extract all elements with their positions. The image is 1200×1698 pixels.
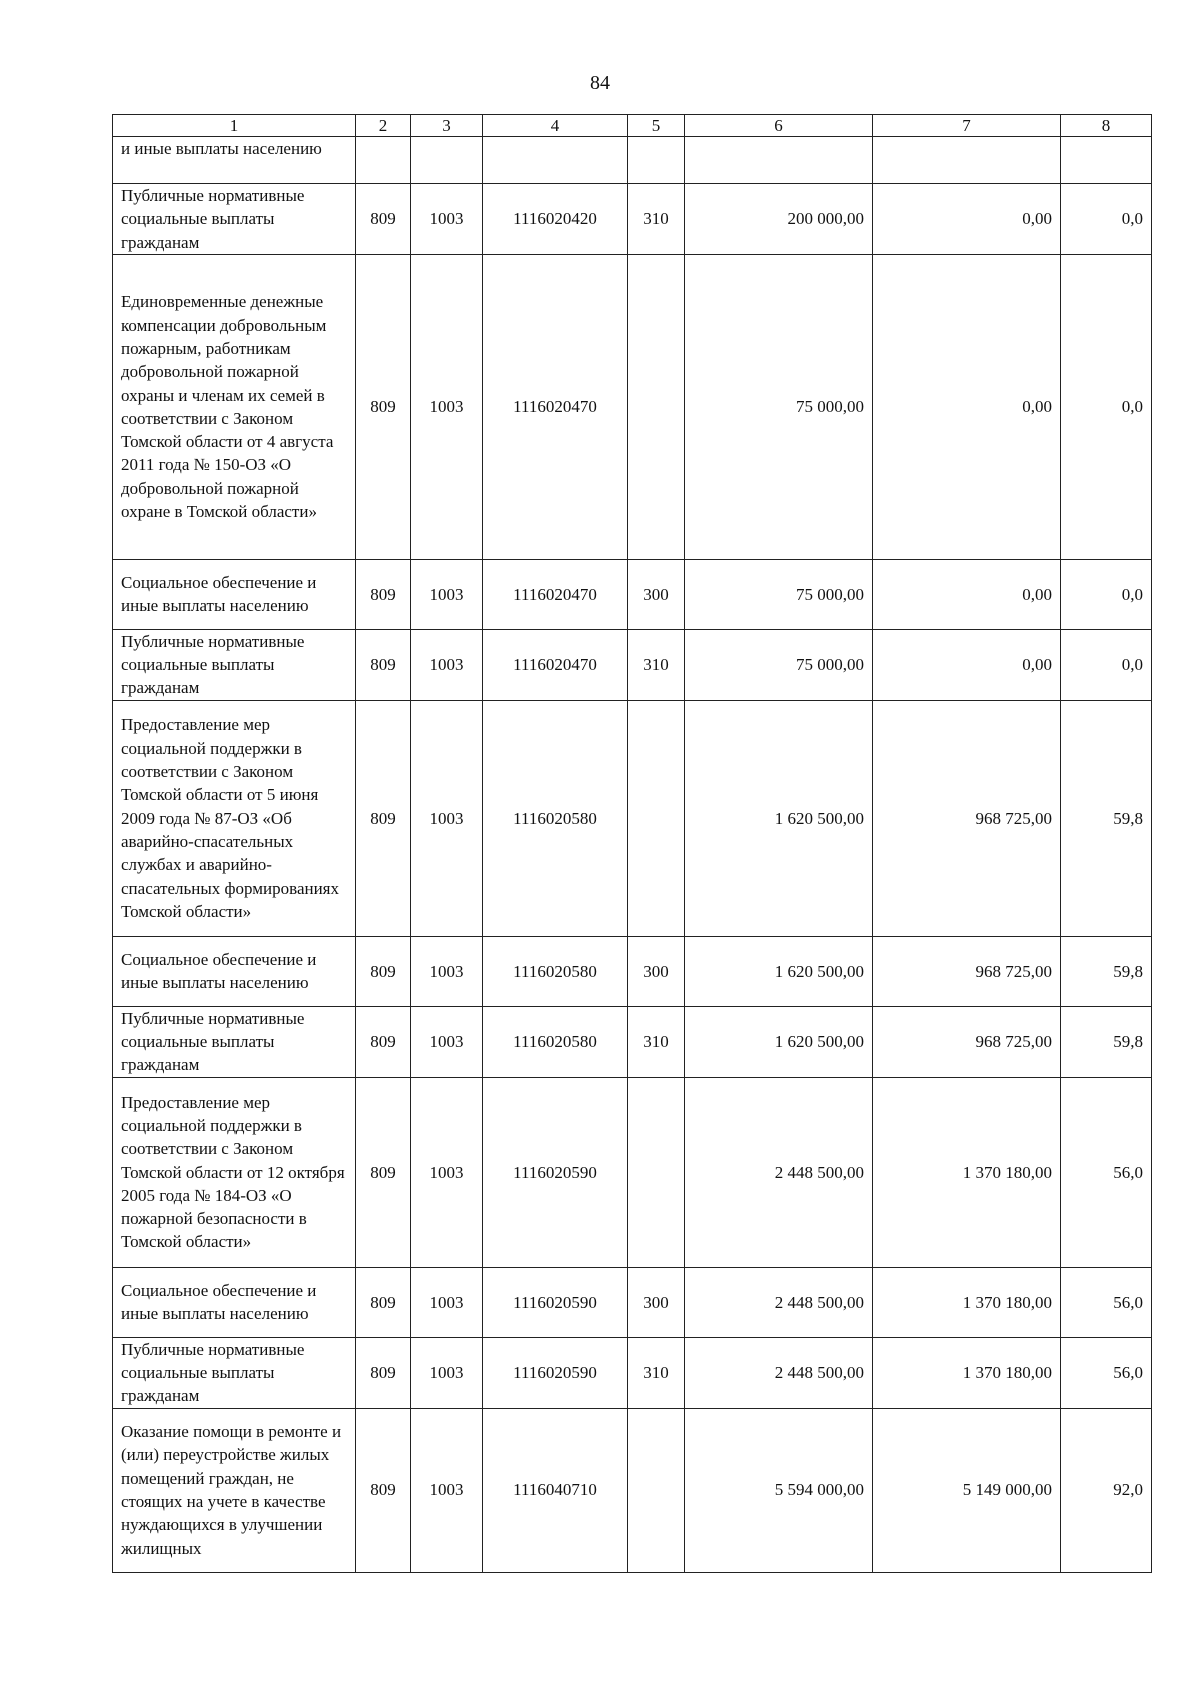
percent-cell: 59,8 [1061,936,1152,1006]
table-row [113,137,1152,184]
expense-type-cell [628,1077,685,1267]
plan-amount-cell: 5 594 000,00 [685,1408,873,1572]
executed-amount-cell: 0,00 [873,629,1061,700]
admin-code-cell: 809 [356,1006,411,1077]
percent-cell: 0,0 [1061,559,1152,629]
section-code-cell: 1003 [411,184,483,255]
target-article-cell: 1116020470 [483,254,628,559]
budget-table [112,114,1152,1573]
executed-amount-cell: 0,00 [873,184,1061,255]
plan-amount-cell: 1 620 500,00 [685,700,873,936]
expense-type-cell [628,254,685,559]
admin-code-cell: 809 [356,254,411,559]
percent-cell: 0,0 [1061,184,1152,255]
plan-amount-cell: 75 000,00 [685,559,873,629]
plan-amount-cell: 1 620 500,00 [685,1006,873,1077]
expense-type-cell: 300 [628,1267,685,1337]
column-header-3: 3 [411,115,483,137]
admin-code-cell: 809 [356,1408,411,1572]
section-code-cell: 1003 [411,1077,483,1267]
table-row [113,1077,1152,1267]
plan-amount-cell: 1 620 500,00 [685,936,873,1006]
target-article-cell: 1116020470 [483,629,628,700]
section-code-cell: 1003 [411,559,483,629]
executed-amount-cell: 1 370 180,00 [873,1077,1061,1267]
target-article-cell: 1116040710 [483,1408,628,1572]
column-header-2: 2 [356,115,411,137]
admin-code-cell: 809 [356,629,411,700]
name-cell: Публичные нормативные социальные выплаты гражданам [113,1337,356,1408]
column-header-6: 6 [685,115,873,137]
target-article-cell: 1116020590 [483,1337,628,1408]
column-header-5: 5 [628,115,685,137]
expense-type-cell [628,700,685,936]
admin-code-cell: 809 [356,1077,411,1267]
target-article-cell: 1116020580 [483,700,628,936]
section-code-cell: 1003 [411,254,483,559]
name-cell: Публичные нормативные социальные выплаты гражданам [113,1006,356,1077]
table-row [113,700,1152,936]
section-code-cell: 1003 [411,629,483,700]
table-row [113,254,1152,559]
admin-code-cell: 809 [356,700,411,936]
percent-cell: 92,0 [1061,1408,1152,1572]
table-row [113,936,1152,1006]
plan-amount-cell: 2 448 500,00 [685,1077,873,1267]
column-header-7: 7 [873,115,1061,137]
executed-amount-cell: 968 725,00 [873,700,1061,936]
table-row [113,559,1152,629]
table-row [113,1006,1152,1077]
section-code-cell: 1003 [411,936,483,1006]
expense-type-cell: 310 [628,1006,685,1077]
target-article-cell: 1116020580 [483,936,628,1006]
table-row [113,1337,1152,1408]
name-cell: Предоставление мер социальной поддержки в соответствии с Законом Томской области от 5 июня 2009 года № 87-ОЗ «Об аварийно-спасательных службах и аварийно-спасательных формированиях Томской области» [113,700,356,936]
section-code-cell: 1003 [411,1006,483,1077]
admin-code-cell: 809 [356,1337,411,1408]
target-article-cell: 1116020590 [483,1077,628,1267]
percent-cell: 56,0 [1061,1267,1152,1337]
section-code-cell: 1003 [411,1267,483,1337]
column-header-8: 8 [1061,115,1152,137]
percent-cell [1061,137,1152,184]
table-row [113,184,1152,255]
name-cell: и иные выплаты населению [113,137,356,184]
executed-amount-cell: 968 725,00 [873,936,1061,1006]
executed-amount-cell: 0,00 [873,559,1061,629]
name-cell: Социальное обеспечение и иные выплаты населению [113,1267,356,1337]
admin-code-cell: 809 [356,184,411,255]
expense-type-cell: 310 [628,629,685,700]
name-cell: Единовременные денежные компенсации добровольным пожарным, работникам добровольной пожарной охраны и членам их семей в соответствии с Законом Томской области от 4 августа 2011 года № 150-ОЗ «О добровольной пожарной охране в Томской области» [113,254,356,559]
name-cell: Предоставление мер социальной поддержки в соответствии с Законом Томской области от 12 октября 2005 года № 184-ОЗ «О пожарной безопасности в Томской области» [113,1077,356,1267]
plan-amount-cell: 75 000,00 [685,254,873,559]
name-cell: Публичные нормативные социальные выплаты гражданам [113,629,356,700]
executed-amount-cell [873,137,1061,184]
executed-amount-cell: 5 149 000,00 [873,1408,1061,1572]
percent-cell: 0,0 [1061,629,1152,700]
admin-code-cell [356,137,411,184]
table-row [113,1267,1152,1337]
column-header-1: 1 [113,115,356,137]
executed-amount-cell: 0,00 [873,254,1061,559]
expense-type-cell: 310 [628,184,685,255]
admin-code-cell: 809 [356,1267,411,1337]
name-cell: Социальное обеспечение и иные выплаты населению [113,559,356,629]
percent-cell: 59,8 [1061,700,1152,936]
plan-amount-cell: 2 448 500,00 [685,1337,873,1408]
section-code-cell [411,137,483,184]
table-row [113,629,1152,700]
percent-cell: 59,8 [1061,1006,1152,1077]
expense-type-cell [628,137,685,184]
expense-type-cell: 300 [628,936,685,1006]
plan-amount-cell: 2 448 500,00 [685,1267,873,1337]
target-article-cell: 1116020580 [483,1006,628,1077]
target-article-cell: 1116020470 [483,559,628,629]
admin-code-cell: 809 [356,559,411,629]
expense-type-cell: 310 [628,1337,685,1408]
name-cell: Социальное обеспечение и иные выплаты населению [113,936,356,1006]
target-article-cell [483,137,628,184]
executed-amount-cell: 1 370 180,00 [873,1337,1061,1408]
executed-amount-cell: 968 725,00 [873,1006,1061,1077]
target-article-cell: 1116020420 [483,184,628,255]
table-row [113,1408,1152,1572]
admin-code-cell: 809 [356,936,411,1006]
expense-type-cell: 300 [628,559,685,629]
section-code-cell: 1003 [411,700,483,936]
plan-amount-cell: 200 000,00 [685,184,873,255]
percent-cell: 56,0 [1061,1077,1152,1267]
column-header-4: 4 [483,115,628,137]
plan-amount-cell [685,137,873,184]
header-row [113,115,1152,137]
expense-type-cell [628,1408,685,1572]
plan-amount-cell: 75 000,00 [685,629,873,700]
page-number: 84 [590,72,610,94]
percent-cell: 0,0 [1061,254,1152,559]
table-body [113,137,1152,1573]
name-cell: Публичные нормативные социальные выплаты гражданам [113,184,356,255]
section-code-cell: 1003 [411,1337,483,1408]
executed-amount-cell: 1 370 180,00 [873,1267,1061,1337]
section-code-cell: 1003 [411,1408,483,1572]
target-article-cell: 1116020590 [483,1267,628,1337]
name-cell: Оказание помощи в ремонте и (или) переустройстве жилых помещений граждан, не стоящих на учете в качестве нуждающихся в улучшении жилищных [113,1408,356,1572]
percent-cell: 56,0 [1061,1337,1152,1408]
